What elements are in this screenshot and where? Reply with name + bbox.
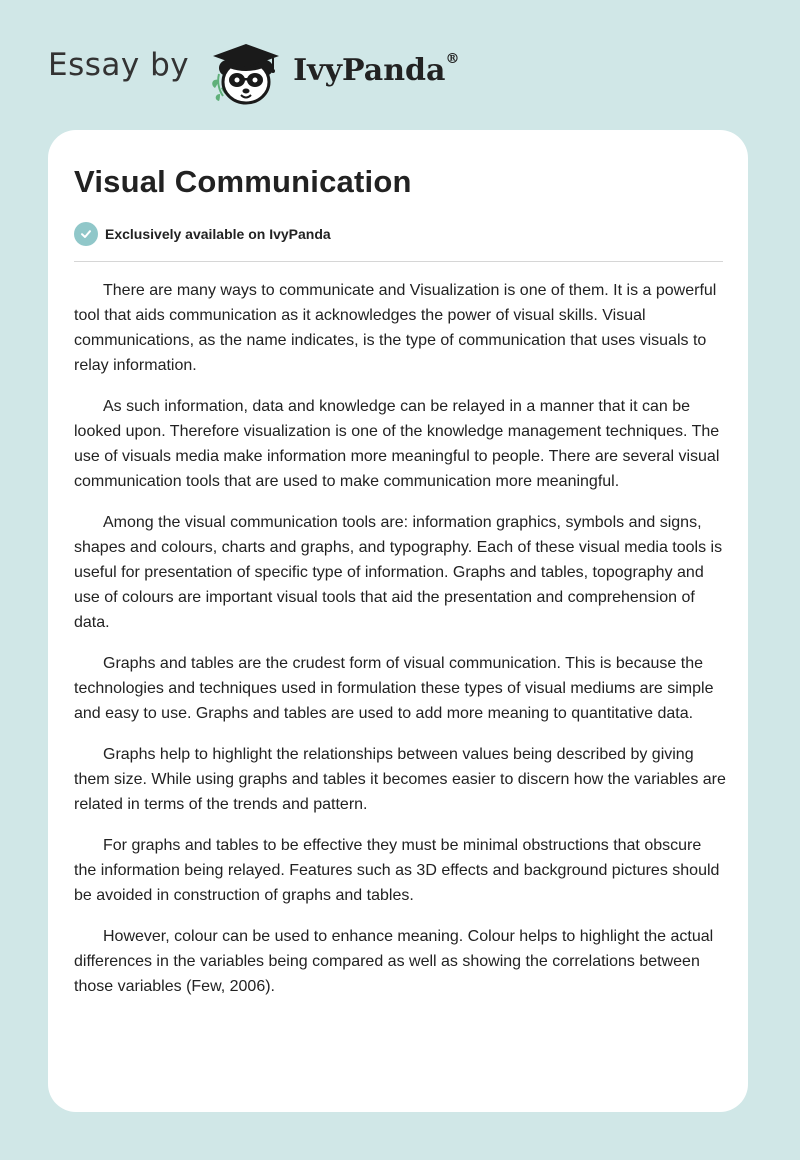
exclusive-badge [74,222,331,246]
essay-body [74,278,726,1015]
paragraph: Graphs and tables are the crudest form of visual communication. This is because the technologies and techniques used in formulation these types of visual mediums are simple and easy to use. Graphs and tables are used to add more meaning to quantitative data. [74,655,714,722]
registered-mark: ® [445,50,460,67]
brand-name [293,50,460,88]
brand-name-text: IvyPanda [293,52,446,88]
site-header [48,30,459,110]
essay-card [48,130,748,1112]
check-circle-icon [74,222,98,246]
ivypanda-logo[interactable] [203,30,459,110]
exclusive-badge-label: Exclusively available on IvyPanda [105,226,331,242]
paragraph: However, colour can be used to enhance meaning. Colour helps to highlight the actual differences in the variables being compared as well as showing the correlations between those variables (Few, 2006). [74,928,714,995]
paragraph: There are many ways to communicate and Visualization is one of them. It is a powerful tool that aids communication as it acknowledges the power of visual skills. Visual communications, as the name indicates, is the type of communication that uses visuals to relay information. [74,282,717,374]
paragraph: Among the visual communication tools are: information graphics, symbols and signs, shapes and colours, charts and graphs, and typography. Each of these visual media tools is useful for presentation of specific type of information. Graphs and tables, topography and use of colours are important visual tools that aid the presentation and comprehension of data. [74,514,723,631]
paragraph: As such information, data and knowledge can be relayed in a manner that it can be looked upon. Therefore visualization is one of the knowledge management techniques. The use of visuals media make information more meaningful to people. There are several visual communication tools that are used to make communication more meaningful. [74,398,720,490]
page-title: Visual Communication [74,164,412,199]
title-divider [74,261,723,262]
paragraph: For graphs and tables to be effective they must be minimal obstructions that obscure the information being relayed. Features such as 3D effects and background pictures should be avoided in construction of graphs and tables. [74,837,720,904]
paragraph: Graphs help to highlight the relationships between values being described by giving them size. While using graphs and tables it becomes easier to discern how the variables are related in terms of the trends and pattern. [74,746,726,813]
panda-graduate-icon [203,30,289,110]
essay-by-label: Essay by [48,47,190,83]
